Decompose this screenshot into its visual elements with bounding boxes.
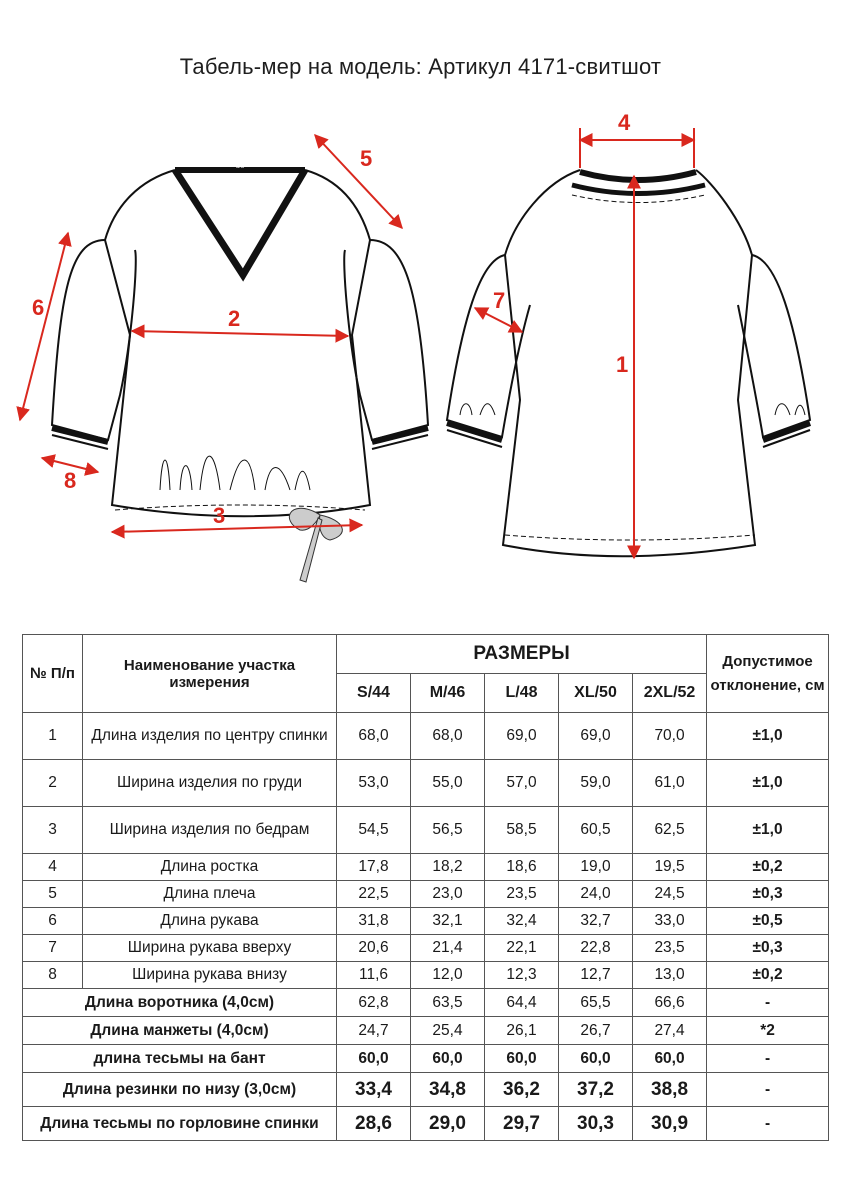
row-tolerance: ±0,3 xyxy=(707,881,829,908)
row-tolerance: ±0,2 xyxy=(707,962,829,989)
row-value: 57,0 xyxy=(485,760,559,807)
row-value: 21,4 xyxy=(411,935,485,962)
extra-row-value: 25,4 xyxy=(411,1017,485,1045)
extra-row-value: 30,3 xyxy=(559,1107,633,1141)
row-number: 2 xyxy=(23,760,83,807)
row-value: 32,1 xyxy=(411,908,485,935)
header-number: № П/п xyxy=(23,635,83,713)
brand-tag: DS xyxy=(236,164,245,170)
header-name: Наименование участка измерения xyxy=(83,635,337,713)
row-value: 56,5 xyxy=(411,807,485,854)
row-value: 18,6 xyxy=(485,854,559,881)
extra-row-value: 64,4 xyxy=(485,989,559,1017)
header-size-s: S/44 xyxy=(337,674,411,713)
row-value: 13,0 xyxy=(633,962,707,989)
label-5: 5 xyxy=(360,146,373,171)
table-row xyxy=(23,881,829,908)
label-3: 3 xyxy=(213,503,226,528)
label-8: 8 xyxy=(64,468,77,493)
table-row-extra xyxy=(23,1073,829,1107)
extra-row-value: 66,6 xyxy=(633,989,707,1017)
table-row xyxy=(23,760,829,807)
extra-row-value: 26,1 xyxy=(485,1017,559,1045)
row-value: 12,7 xyxy=(559,962,633,989)
extra-row-value: 29,7 xyxy=(485,1107,559,1141)
extra-row-value: 36,2 xyxy=(485,1073,559,1107)
row-value: 23,5 xyxy=(633,935,707,962)
row-number: 7 xyxy=(23,935,83,962)
row-number: 1 xyxy=(23,713,83,760)
row-name: Ширина рукава внизу xyxy=(83,962,337,989)
row-name: Длина плеча xyxy=(83,881,337,908)
row-value: 24,0 xyxy=(559,881,633,908)
row-value: 31,8 xyxy=(337,908,411,935)
front-right-sleeve xyxy=(344,240,428,440)
extra-row-value: 37,2 xyxy=(559,1073,633,1107)
extra-row-value: 34,8 xyxy=(411,1073,485,1107)
page-title: Табель-мер на модель: Артикул 4171-свитшот xyxy=(179,54,662,79)
extra-row-value: 60,0 xyxy=(337,1045,411,1073)
table-row xyxy=(23,713,829,760)
table-row xyxy=(23,854,829,881)
row-name: Ширина изделия по груди xyxy=(83,760,337,807)
back-left-sleeve xyxy=(447,255,530,437)
extra-row-value: 29,0 xyxy=(411,1107,485,1141)
extra-row-value: 62,8 xyxy=(337,989,411,1017)
row-number: 3 xyxy=(23,807,83,854)
row-value: 18,2 xyxy=(411,854,485,881)
extra-row-name: Длина резинки по низу (3,0см) xyxy=(23,1073,337,1107)
row-value: 19,5 xyxy=(633,854,707,881)
row-value: 22,1 xyxy=(485,935,559,962)
measurement-table xyxy=(22,634,829,1141)
row-value: 60,5 xyxy=(559,807,633,854)
row-name: Длина изделия по центру спинки xyxy=(83,713,337,760)
extra-row-name: Длина манжеты (4,0см) xyxy=(23,1017,337,1045)
row-value: 62,5 xyxy=(633,807,707,854)
extra-row-value: 26,7 xyxy=(559,1017,633,1045)
row-name: Длина ростка xyxy=(83,854,337,881)
extra-row-tolerance: *2 xyxy=(707,1017,829,1045)
extra-row-tolerance: - xyxy=(707,1107,829,1141)
row-value: 22,8 xyxy=(559,935,633,962)
extra-row-tolerance: - xyxy=(707,1045,829,1073)
header-size-xl: XL/50 xyxy=(559,674,633,713)
extra-row-tolerance: - xyxy=(707,989,829,1017)
row-number: 4 xyxy=(23,854,83,881)
row-value: 23,5 xyxy=(485,881,559,908)
extra-row-name: Длина тесьмы по горловине спинки xyxy=(23,1107,337,1141)
table-row-extra xyxy=(23,1017,829,1045)
header-tolerance: Допустимое отклонение, см xyxy=(707,635,829,713)
extra-row-value: 60,0 xyxy=(633,1045,707,1073)
header-sizes: РАЗМЕРЫ xyxy=(337,635,707,674)
table-row-extra xyxy=(23,1045,829,1073)
extra-row-name: длина тесьмы на бант xyxy=(23,1045,337,1073)
row-value: 68,0 xyxy=(411,713,485,760)
extra-row-value: 28,6 xyxy=(337,1107,411,1141)
table-row xyxy=(23,962,829,989)
header-size-m: M/46 xyxy=(411,674,485,713)
extra-row-value: 38,8 xyxy=(633,1073,707,1107)
garment-drawings xyxy=(0,110,841,610)
row-value: 23,0 xyxy=(411,881,485,908)
label-6: 6 xyxy=(32,295,45,320)
header-size-l: L/48 xyxy=(485,674,559,713)
row-tolerance: ±0,3 xyxy=(707,935,829,962)
row-number: 5 xyxy=(23,881,83,908)
table-row xyxy=(23,807,829,854)
row-value: 19,0 xyxy=(559,854,633,881)
extra-row-value: 27,4 xyxy=(633,1017,707,1045)
row-value: 33,0 xyxy=(633,908,707,935)
table-row xyxy=(23,935,829,962)
extra-row-value: 30,9 xyxy=(633,1107,707,1141)
label-7: 7 xyxy=(493,288,506,313)
row-value: 69,0 xyxy=(485,713,559,760)
row-value: 70,0 xyxy=(633,713,707,760)
extra-row-name: Длина воротника (4,0см) xyxy=(23,989,337,1017)
row-value: 61,0 xyxy=(633,760,707,807)
label-1: 1 xyxy=(616,352,629,377)
row-name: Ширина изделия по бедрам xyxy=(83,807,337,854)
extra-row-tolerance: - xyxy=(707,1073,829,1107)
row-value: 22,5 xyxy=(337,881,411,908)
row-value: 32,4 xyxy=(485,908,559,935)
row-tolerance: ±1,0 xyxy=(707,760,829,807)
row-tolerance: ±0,5 xyxy=(707,908,829,935)
extra-row-value: 65,5 xyxy=(559,989,633,1017)
row-value: 20,6 xyxy=(337,935,411,962)
front-body-outline xyxy=(105,170,370,516)
row-value: 54,5 xyxy=(337,807,411,854)
row-value: 12,0 xyxy=(411,962,485,989)
row-tolerance: ±1,0 xyxy=(707,713,829,760)
row-value: 58,5 xyxy=(485,807,559,854)
row-value: 69,0 xyxy=(559,713,633,760)
row-value: 55,0 xyxy=(411,760,485,807)
row-value: 59,0 xyxy=(559,760,633,807)
front-left-sleeve xyxy=(52,240,136,440)
row-value: 68,0 xyxy=(337,713,411,760)
row-number: 6 xyxy=(23,908,83,935)
extra-row-value: 24,7 xyxy=(337,1017,411,1045)
table-row xyxy=(23,908,829,935)
row-name: Длина рукава xyxy=(83,908,337,935)
extra-row-value: 33,4 xyxy=(337,1073,411,1107)
extra-row-value: 60,0 xyxy=(559,1045,633,1073)
row-name: Ширина рукава вверху xyxy=(83,935,337,962)
label-2: 2 xyxy=(228,306,241,331)
table-row-extra xyxy=(23,989,829,1017)
back-view xyxy=(447,170,810,556)
extra-row-value: 60,0 xyxy=(485,1045,559,1073)
row-value: 17,8 xyxy=(337,854,411,881)
extra-row-value: 63,5 xyxy=(411,989,485,1017)
extra-row-value: 60,0 xyxy=(411,1045,485,1073)
header-size-2xl: 2XL/52 xyxy=(633,674,707,713)
table-row-extra xyxy=(23,1107,829,1141)
row-tolerance: ±0,2 xyxy=(707,854,829,881)
front-view xyxy=(52,170,428,516)
row-value: 12,3 xyxy=(485,962,559,989)
row-value: 53,0 xyxy=(337,760,411,807)
label-4: 4 xyxy=(618,110,631,135)
drawstring-bow xyxy=(289,508,342,582)
row-number: 8 xyxy=(23,962,83,989)
back-body-outline xyxy=(503,170,755,556)
row-value: 11,6 xyxy=(337,962,411,989)
row-tolerance: ±1,0 xyxy=(707,807,829,854)
row-value: 24,5 xyxy=(633,881,707,908)
row-value: 32,7 xyxy=(559,908,633,935)
